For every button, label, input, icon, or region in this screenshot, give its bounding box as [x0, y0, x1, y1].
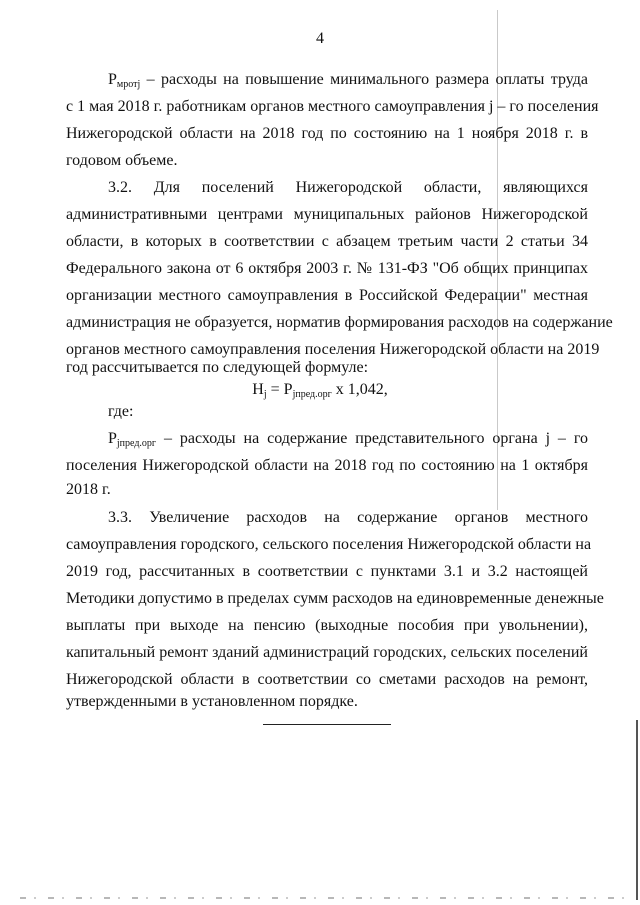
para4-line5: выплаты при выходе на пенсию (выходные пособия при увольнении),: [66, 617, 588, 634]
para2-line4: Федерального закона от 6 октября 2003 г. № 131-ФЗ "Об общих принципах: [66, 260, 588, 277]
page-number: 4: [316, 30, 324, 47]
para1-line1: $P_{мротj}$ – расходы на повышение минимального размера оплаты труда: [108, 71, 588, 90]
scan-edge-mark: [636, 720, 638, 900]
para4-line2: самоуправления городского, сельского поселения Нижегородской области на: [66, 536, 592, 553]
para2-line7: органов местного самоуправления поселения Нижегородской области на 2019: [66, 341, 600, 358]
para4-line8: утвержденными в установленном порядке.: [66, 693, 358, 710]
scan-bottom-artifact: [20, 897, 630, 899]
para3-line2: поселения Нижегородской области на 2018 год по состоянию на 1 октября: [66, 457, 588, 474]
para4-line4: Методики допустимо в пределах сумм расходов на единовременные денежные: [66, 590, 604, 607]
para2-line3: области, в которых в соответствии с абзацем третьим части 2 статьи 34: [66, 233, 588, 250]
para2-line6: администрация не образуется, норматив формирования расходов на содержание: [66, 314, 613, 331]
para1-line2: с 1 мая 2018 г. работникам органов местного самоуправления j – го поселения: [66, 98, 599, 115]
para4-line6: капитальный ремонт зданий администраций городских, сельских поселений: [66, 644, 588, 661]
para2-line2: административными центрами муниципальных районов Нижегородской: [66, 206, 588, 223]
para2-line5: организации местного самоуправления в Российской Федерации" местная: [66, 287, 588, 304]
para1-line4: годовом объеме.: [66, 152, 178, 169]
closing-rule: [263, 724, 391, 725]
para4-line3: 2019 год, рассчитанных в соответствии с пунктами 3.1 и 3.2 настоящей: [66, 563, 588, 580]
para1-line3: Нижегородской области на 2018 год по состоянию на 1 ноября 2018 г. в: [66, 125, 588, 142]
formula: $H_j = P_{jпред.орг}$ x 1,042,: [252, 381, 388, 400]
para3-line3: 2018 г.: [66, 481, 111, 498]
para2-line1: 3.2. Для поселений Нижегородской области, являющихся: [108, 179, 588, 196]
var-r-pred-org: $P_{jпред.орг}$: [108, 430, 157, 449]
para4-line7: Нижегородской области в соответствии со сметами расходов на ремонт,: [66, 671, 588, 688]
where-label: где:: [108, 403, 134, 420]
para4-line1: 3.3. Увеличение расходов на содержание органов местного: [108, 509, 588, 526]
para2-line8: год рассчитывается по следующей формуле:: [66, 359, 369, 376]
var-r-mrot: $P_{мротj}$: [108, 71, 141, 90]
para3-line1: $P_{jпред.орг}$ – расходы на содержание представительного органа j – го: [108, 430, 588, 449]
